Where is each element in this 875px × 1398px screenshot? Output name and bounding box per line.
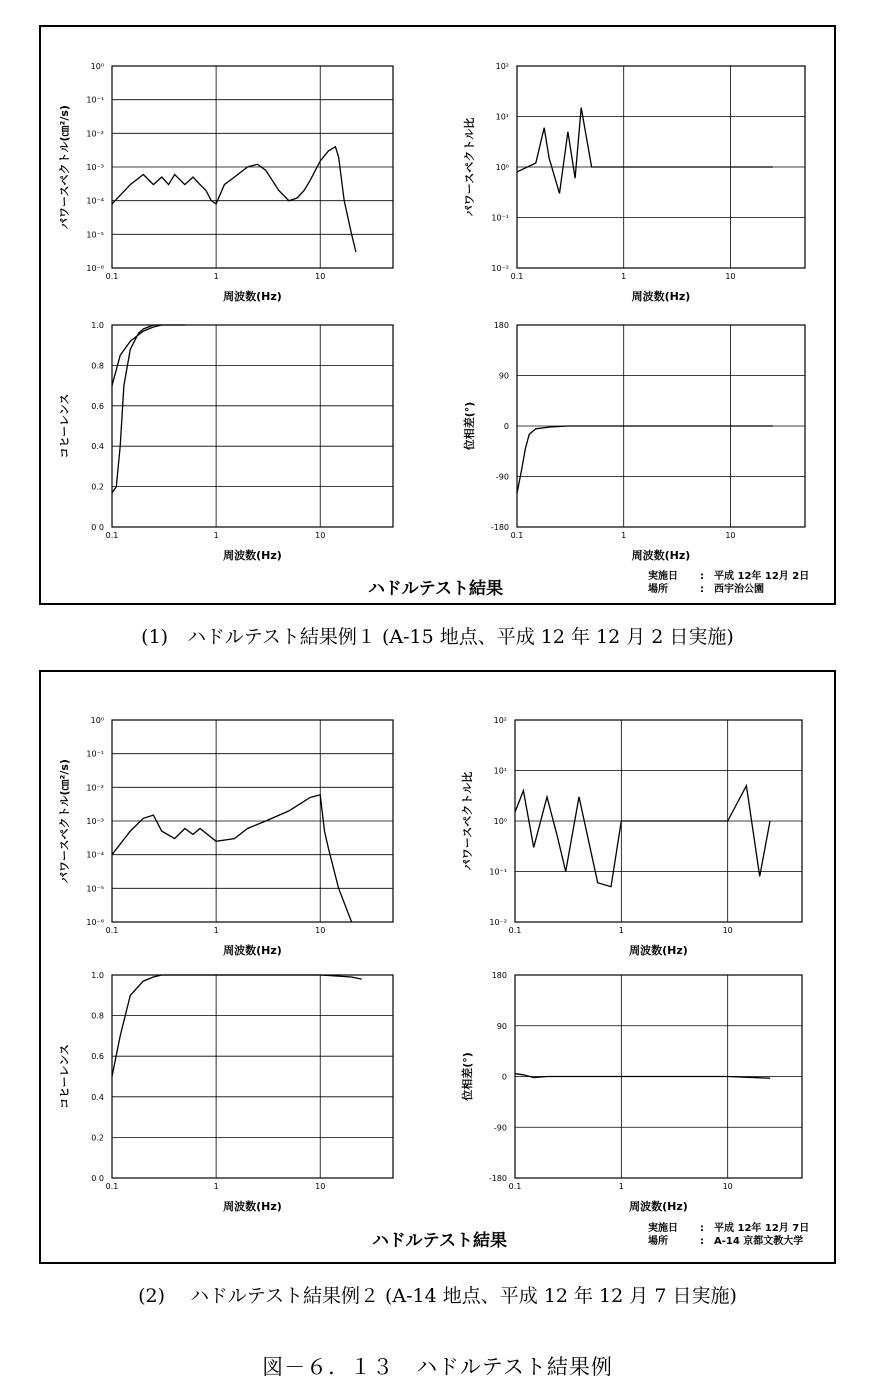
y-tick-label: 0.8 xyxy=(91,361,104,371)
y-tick-label: -90 xyxy=(495,472,509,482)
y-tick-label: 10⁰ xyxy=(495,163,509,172)
y-tick-label: 10⁻⁵ xyxy=(86,230,104,240)
place-label: 場所 xyxy=(648,584,668,595)
y-tick-label: 10⁰ xyxy=(90,62,104,71)
x-tick-label: 1 xyxy=(213,531,219,540)
x-tick-label: 1 xyxy=(618,1182,624,1191)
y-tick-label: 10⁻⁶ xyxy=(86,918,104,927)
y-tick-label: 10² xyxy=(495,62,509,71)
y-axis-label: パワースペクトル比 xyxy=(461,771,474,871)
caption-1: (1) ハドルテスト結果例１ (A-15 地点、平成 12 年 12 月 2 日実施) xyxy=(141,626,734,648)
chart-panel-2-ratio xyxy=(460,716,802,957)
y-tick-label: 0.6 xyxy=(91,1052,104,1062)
y-tick-label: 90 xyxy=(498,371,509,381)
x-tick-label: 10 xyxy=(722,1182,733,1191)
y-tick-label: 90 xyxy=(496,1021,507,1031)
place-value: 西宇治公園 xyxy=(714,584,764,595)
y-tick-label: 10⁻² xyxy=(489,918,507,927)
date-label: 実施日 xyxy=(648,1223,678,1234)
x-tick-label: 10 xyxy=(315,531,326,540)
x-tick-label: 0.1 xyxy=(105,1182,119,1191)
x-tick-label: 1 xyxy=(618,926,624,935)
x-axis-label: 周波数(Hz) xyxy=(223,944,282,957)
date-value: 平成 12年 12月 7日 xyxy=(714,1223,810,1234)
x-tick-label: 0.1 xyxy=(508,926,522,935)
y-tick-label: 180 xyxy=(493,321,509,330)
y-tick-label: 10¹ xyxy=(493,766,507,776)
x-tick-label: 10 xyxy=(725,272,736,281)
y-tick-label: 0.2 xyxy=(91,482,104,492)
y-tick-label: 10⁻¹ xyxy=(491,213,509,223)
series-line-0 xyxy=(112,795,352,922)
y-axis-label: コヒーレンス xyxy=(58,393,71,459)
y-axis-label: 位相差(°) xyxy=(461,1052,474,1101)
x-tick-label: 0.1 xyxy=(105,272,119,281)
y-tick-label: 10⁻⁶ xyxy=(86,264,104,273)
x-tick-label: 0.1 xyxy=(510,272,524,281)
x-tick-label: 10 xyxy=(722,926,733,935)
chart-panel-1-ratio xyxy=(462,62,805,303)
y-tick-label: 10⁻⁴ xyxy=(86,850,104,860)
x-axis-label: 周波数(Hz) xyxy=(631,549,691,562)
figure-title: 図－６．１３ ハドルテスト結果例 xyxy=(262,1355,613,1379)
y-tick-label: 10⁰ xyxy=(493,817,507,826)
plot-frame xyxy=(112,975,393,1178)
y-tick-label: 10⁻¹ xyxy=(86,749,104,759)
y-axis-label: 位相差(°) xyxy=(463,401,476,451)
y-tick-label: 0 0 xyxy=(91,523,104,532)
series-line-0 xyxy=(517,426,773,493)
y-tick-label: 0.2 xyxy=(91,1133,104,1143)
y-axis-label: コヒーレンス xyxy=(58,1044,71,1109)
y-tick-label: -180 xyxy=(488,1174,507,1183)
y-tick-label: 1.0 xyxy=(91,321,104,330)
series-line-0 xyxy=(517,108,773,194)
chart-panel-2-power xyxy=(58,716,393,957)
y-tick-label: 0.8 xyxy=(91,1011,104,1021)
x-axis-label: 周波数(Hz) xyxy=(223,549,282,562)
y-tick-label: 10⁻⁵ xyxy=(86,884,104,894)
date-label: 実施日 xyxy=(648,571,678,582)
y-tick-label: 10⁻³ xyxy=(86,163,104,172)
x-axis-label: 周波数(Hz) xyxy=(223,290,282,303)
x-tick-label: 0.1 xyxy=(510,531,524,540)
series-line-0 xyxy=(112,147,356,252)
y-tick-label: 0 xyxy=(503,422,509,431)
result-meta-2: 実施日 : 平成 12年 12月 7日 場所 : A-14 京都文教大学 xyxy=(648,1223,810,1247)
y-tick-label: 180 xyxy=(491,971,507,980)
x-tick-label: 0.1 xyxy=(508,1182,522,1191)
result-title-2: ハドルテスト結果 xyxy=(372,1231,507,1251)
x-tick-label: 10 xyxy=(315,1182,326,1191)
x-tick-label: 1 xyxy=(213,272,219,281)
y-tick-label: 0 xyxy=(501,1072,507,1082)
y-tick-label: 0 0 xyxy=(91,1174,104,1183)
y-tick-label: -90 xyxy=(493,1123,507,1133)
x-axis-label: 周波数(Hz) xyxy=(631,290,691,303)
y-tick-label: 0.4 xyxy=(91,1092,104,1102)
y-axis-label: パワースペクトル比 xyxy=(463,117,476,217)
x-axis-label: 周波数(Hz) xyxy=(629,944,688,957)
y-tick-label: 10⁻¹ xyxy=(489,867,507,877)
x-tick-label: 10 xyxy=(725,531,736,540)
y-tick-label: 1.0 xyxy=(91,971,104,980)
x-tick-label: 0.1 xyxy=(105,926,119,935)
y-tick-label: 0.4 xyxy=(91,442,104,452)
y-tick-label: 10⁻² xyxy=(86,783,104,793)
x-tick-label: 10 xyxy=(315,272,326,281)
x-axis-label: 周波数(Hz) xyxy=(629,1200,688,1213)
series-line-0 xyxy=(112,325,185,386)
y-tick-label: 0.6 xyxy=(91,401,104,411)
date-value: 平成 12年 12月 2日 xyxy=(714,571,810,582)
chart-panel-1-phase xyxy=(462,321,805,562)
caption-2: (2) ハドルテスト結果例２ (A-14 地点、平成 12 年 12 月 7 日実施) xyxy=(138,1285,737,1307)
x-tick-label: 1 xyxy=(621,272,627,281)
x-tick-label: 1 xyxy=(621,531,627,540)
series-line-1 xyxy=(112,325,162,493)
x-tick-label: 1 xyxy=(213,1182,219,1191)
y-tick-label: -180 xyxy=(490,523,509,532)
y-tick-label: 10⁻³ xyxy=(86,817,104,826)
y-tick-label: 10⁻⁴ xyxy=(86,196,104,206)
chart-panel-1-coherence xyxy=(58,321,393,562)
place-value: A-14 京都文教大学 xyxy=(714,1236,804,1247)
y-axis-label: パワースペクトル(㎝²/s) xyxy=(58,759,71,883)
y-tick-label: 10² xyxy=(493,716,507,725)
y-tick-label: 10⁻¹ xyxy=(86,95,104,105)
result-title-1: ハドルテスト結果 xyxy=(368,579,503,599)
y-tick-label: 10⁻² xyxy=(86,129,104,139)
chart-panel-2-phase xyxy=(460,971,802,1213)
series-line-0 xyxy=(112,975,362,1077)
chart-panel-2-coherence xyxy=(58,971,393,1213)
y-axis-label: パワースペクトル(㎝²/s) xyxy=(58,105,71,229)
y-tick-label: 10⁰ xyxy=(90,716,104,725)
chart-panel-1-power xyxy=(58,62,393,303)
y-tick-label: 10⁻² xyxy=(491,264,509,273)
result-meta-1: 実施日 : 平成 12年 12月 2日 場所 : 西宇治公園 xyxy=(648,571,810,595)
series-line-0 xyxy=(515,1074,770,1079)
plot-frame xyxy=(112,325,393,527)
x-axis-label: 周波数(Hz) xyxy=(223,1200,282,1213)
x-tick-label: 10 xyxy=(315,926,326,935)
place-label: 場所 xyxy=(648,1236,668,1247)
x-tick-label: 0.1 xyxy=(105,531,119,540)
y-tick-label: 10¹ xyxy=(495,112,509,122)
x-tick-label: 1 xyxy=(213,926,219,935)
